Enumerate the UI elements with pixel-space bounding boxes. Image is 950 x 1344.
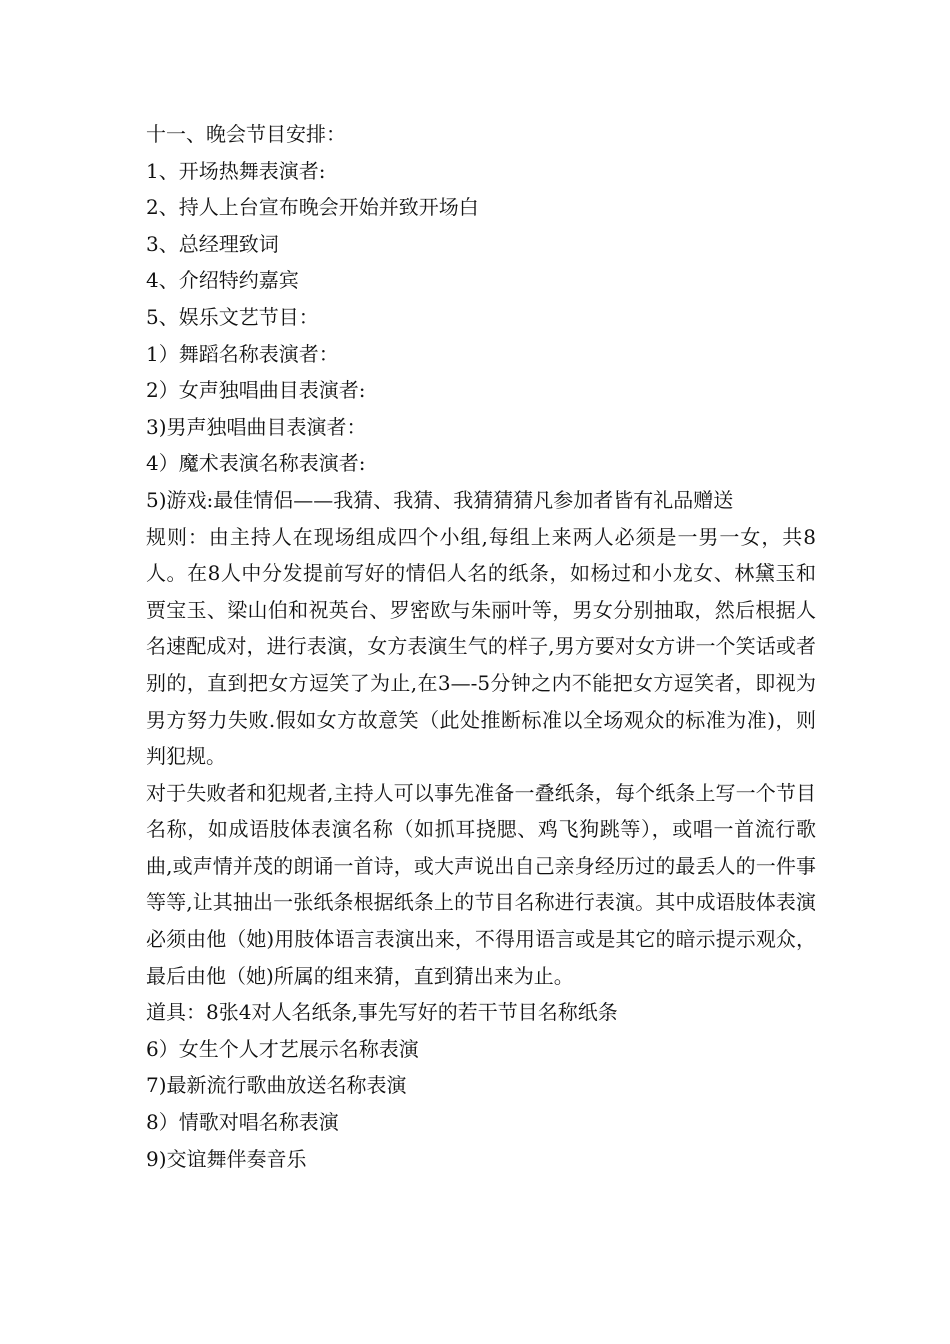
program-subitem-male-solo: 3)男声独唱曲目表演者： [146, 414, 367, 439]
program-item-entertainment: 5、娱乐文艺节目： [146, 304, 319, 329]
program-subitem-female-solo: 2）女声独唱曲目表演者: [146, 378, 366, 403]
program-item-guests: 4、介绍特约嘉宾 [146, 268, 299, 293]
program-subitem-ballroom: 9)交谊舞伴奏音乐 [146, 1146, 307, 1171]
program-subitem-duet: 8）情歌对唱名称表演 [146, 1110, 339, 1135]
game-rules-paragraph: 规则：由主持人在现场组成四个小组,每组上来两人必须是一男一女，共8人。在8人中分发提前写好的情侣人名的纸条，如杨过和小龙女、林黛玉和贾宝玉、梁山伯和祝英台、罗密欧与朱丽叶等，男女分别抽取，然后根据人名速配成对，进行表演，女方表演生气的样子,男方要对女方讲一个笑话或者别的，直到把女方逗笑了为止,在3—-5分钟之内不能把女方逗笑者，即视为男方努力失败.假如女方故意笑（此处推断标准以全场观众的标准为准)，则判犯规。 [146, 524, 816, 769]
program-subitem-game: 5)游戏:最佳情侣——我猜、我猜、我猜猜猜凡参加者皆有礼品赠送 [146, 487, 734, 512]
program-item-manager-speech: 3、总经理致词 [146, 231, 279, 256]
program-subitem-magic: 4）魔术表演名称表演者: [146, 451, 366, 476]
program-item-host-announcement: 2、持人上台宣布晚会开始并致开场白 [146, 195, 479, 220]
penalty-paragraph: 对于失败者和犯规者,主持人可以事先准备一叠纸条，每个纸条上写一个节目名称，如成语肢体表演名称（如抓耳挠腮、鸡飞狗跳等），或唱一首流行歌曲,或声情并茂的朗诵一首诗，或大声说出自己亲身经历过的最丢人的一件事等等,让其抽出一张纸条根据纸条上的节目名称进行表演。其中成语肢体表演必须由他（她)用肢体语言表演出来，不得用语言或是其它的暗示提示观众，最后由他（她)所属的组来猜，直到猜出来为止。 [146, 780, 816, 988]
document-body [146, 116, 816, 1177]
program-subitem-dance: 1）舞蹈名称表演者： [146, 341, 339, 366]
section-heading: 十一、晚会节目安排： [146, 122, 346, 146]
program-subitem-pop-songs: 7)最新流行歌曲放送名称表演 [146, 1073, 407, 1098]
program-item-opening-dance: 1、开场热舞表演者: [146, 158, 326, 183]
program-subitem-talent: 6）女生个人才艺展示名称表演 [146, 1036, 419, 1061]
props-line: 道具：8张4对人名纸条,事先写好的若干节目名称纸条 [146, 1000, 618, 1025]
